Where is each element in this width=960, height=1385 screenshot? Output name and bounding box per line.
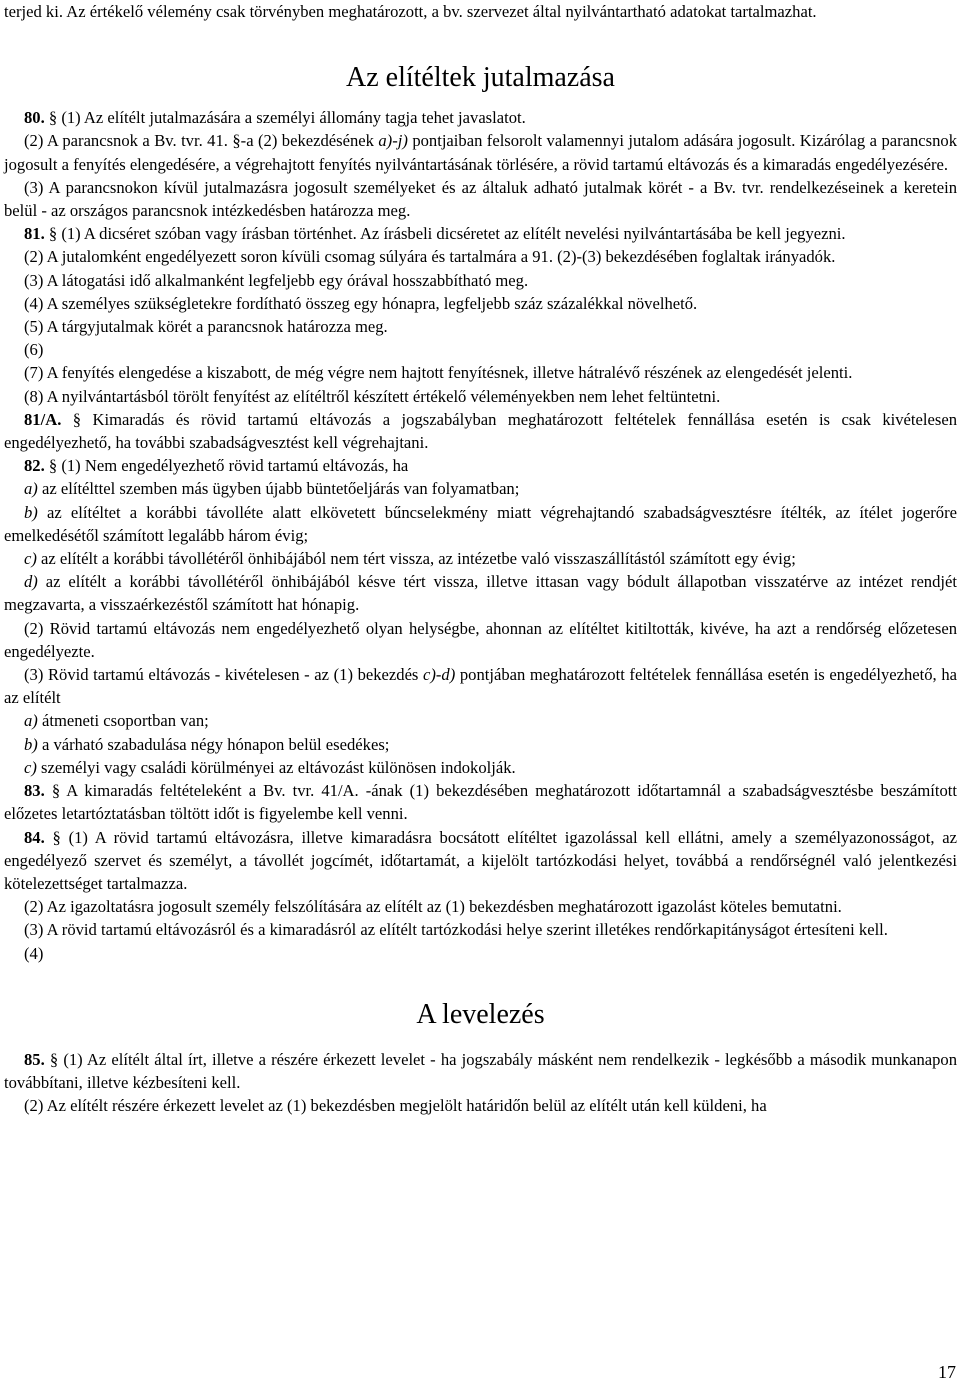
paragraph-80-1: 80. § (1) Az elítélt jutalmazására a személyi állomány tagja tehet javaslatot.	[24, 108, 526, 128]
section-sign: §	[49, 1049, 59, 1069]
section-number: 83.	[24, 781, 45, 801]
paragraph-81-4: (4) A személyes szükségletekre fordítható összeg egy hónapra, legfeljebb száz százalékkal növelhető.	[24, 293, 698, 313]
section-sign: §	[48, 224, 58, 244]
paragraph-81-5: (5) A tárgyjutalmak körét a parancsnok határozza meg.	[24, 317, 388, 337]
paragraph-80-2: (2) A parancsnok a Bv. tvr. 41. §-a (2) bekezdésének a)-j) pontjaiban felsorolt valamennyi jutalom adására jogosult. Kizárólag a parancsnok jogosult a fenyítés elengedésére, a végrehajtott fenyítés nyilvántartásának törlésére, a rövid tartamú eltávozás és a kimaradás engedélyezésére.	[4, 131, 958, 174]
section-sign: §	[72, 409, 82, 429]
paragraph-82-1: 82. § (1) Nem engedélyezhető rövid tartamú eltávozás, ha	[24, 456, 409, 476]
section-number: 82.	[24, 456, 45, 476]
paragraph-81-1: 81. § (1) A dicséret szóban vagy írásban történhet. Az írásbeli dicséretet az elítélt nevelési nyilvántartásába be kell jegyezni.	[24, 224, 846, 244]
section-sign: §	[51, 781, 61, 801]
paragraph-84-3: (3) A rövid tartamú eltávozásról és a kimaradásról az elítélt tartózkodási helye szerint illetékes rendőrkapitányságot értesíteni kell.	[24, 920, 888, 940]
paragraph-84-4: (4)	[24, 943, 44, 963]
section-title-jutalmazas: Az elítéltek jutalmazása	[346, 62, 615, 94]
paragraph-82-1-d: d) az elítélt a korábbi távollétéről önhibájából késve tért vissza, illetve ittasan vagy bódult állapotban visszatérve az intézet rendjét megzavarta, a visszaérkezéstől számított hat hónapig.	[4, 572, 957, 615]
paragraph-81-2: (2) A jutalomként engedélyezett soron kívüli csomag súlyára és tartalmára a 91. (2)-(3) bekezdésében foglaltak irányadók.	[24, 247, 836, 267]
paragraph-80-3: (3) A parancsnokon kívül jutalmazásra jogosult személyeket és az általuk adható jutalmak körét - a Bv. tvr. rendelkezéseinek a keretein belül - az országos parancsnok intézkedésben határozza meg.	[4, 177, 957, 221]
paragraph-82-3-b: b) a várható szabadulása négy hónapon belül esedékes;	[24, 734, 390, 754]
section-title-levelezes: A levelezés	[416, 998, 545, 1030]
paragraph-85-2: (2) Az elítélt részére érkezett levelet az (1) bekezdésben megjelölt határidőn belül az elítélt után kell küldeni, ha	[24, 1096, 767, 1116]
paragraph-82-3: (3) Rövid tartamú eltávozás - kivételesen - az (1) bekezdés c)-d) pontjában meghatározott feltételek fennállása esetén is engedélyezhető, ha az elítélt	[4, 665, 957, 708]
paragraph-82-3-c: c) személyi vagy családi körülményei az eltávozást különösen indokolják.	[24, 757, 516, 777]
section-number: 80.	[24, 108, 45, 128]
paragraph-83: 83. § A kimaradás feltételeként a Bv. tvr. 41/A. -ának (1) bekezdésében meghatározott időtartamnál a szabadságvesztésbe beszámított előzetes letartóztatásban töltött időt is figyelembe kell venni.	[4, 781, 957, 824]
section-number: 84.	[24, 827, 45, 847]
intro-paragraph: terjed ki. Az értékelő vélemény csak törvényben meghatározott, a bv. szervezet által nyilvántartható adatokat tartalmazhat.	[4, 2, 817, 21]
section-sign: §	[52, 827, 61, 847]
section-sign: §	[48, 108, 58, 128]
paragraph-85-1: 85. § (1) Az elítélt által írt, illetve a részére érkezett levelet - ha jogszabály másként nem rendelkezik - legkésőbb a második munkanapon továbbítani, illetve kézbesíteni kell.	[4, 1049, 957, 1092]
paragraph-84-1: 84. § (1) A rövid tartamú eltávozásra, illetve kimaradásra bocsátott elítéltet igazolással kell ellátni, amely a személyazonosságot, az engedélyező szervet és személyt, a távollét jogcímét, időtartamát, a kijelölt tartózkodási helyet, továbbá a rendőrségnél való jelentkezési kötelezettséget tartalmazza.	[4, 827, 957, 893]
section-number: 81/A.	[24, 409, 62, 429]
paragraph-81-3: (3) A látogatási idő alkalmanként legfeljebb egy órával hosszabbítható meg.	[24, 270, 529, 290]
paragraph-82-1-a: a) az elítélttel szemben más ügyben újabb büntetőeljárás van folyamatban;	[24, 479, 520, 499]
section-sign: §	[232, 131, 241, 151]
paragraph-81-8: (8) A nyilvántartásból törölt fenyítést az elítéltről készített értékelő véleményekben nem lehet feltüntetni.	[24, 386, 721, 406]
paragraph-82-1-b: b) az elítéltet a korábbi távolléte alatt elkövetett bűncselekmény miatt végrehajtandó szabadságvesztésre ítélték, az ítélet jogerőre emelkedésétől számított legalább három évig;	[4, 502, 957, 545]
document-page	[4, 0, 957, 1117]
paragraph-82-1-c: c) az elítélt a korábbi távollétéről önhibájából nem tért vissza, az intézetbe való visszaszállítástól számított egy évig;	[24, 549, 796, 569]
paragraph-82-2: (2) Rövid tartamú eltávozás nem engedélyezhető olyan helységbe, ahonnan az elítéltet kitiltották, kivéve, ha azt a rendőrség előzetesen engedélyezte.	[4, 618, 957, 661]
section-sign: §	[48, 456, 58, 476]
paragraph-81-6: (6)	[24, 340, 44, 360]
section-number: 81.	[24, 224, 45, 244]
section-number: 85.	[24, 1049, 45, 1069]
page-number: 17	[938, 1362, 956, 1382]
paragraph-82-3-a: a) átmeneti csoportban van;	[24, 711, 209, 731]
paragraph-81-7: (7) A fenyítés elengedése a kiszabott, de még végre nem hajtott fenyítésnek, illetve hátralévő részének az elengedését jelenti.	[24, 363, 853, 383]
paragraph-84-2: (2) Az igazoltatásra jogosult személy felszólítására az elítélt az (1) bekezdésben meghatározott igazolást köteles bemutatni.	[24, 897, 842, 917]
paragraph-81a: 81/A. § Kimaradás és rövid tartamú eltávozás a jogszabályban meghatározott feltételek fennállása esetén is csak kivételesen engedélyezhető, ha további szabadságvesztést kell végrehajtani.	[4, 409, 957, 453]
